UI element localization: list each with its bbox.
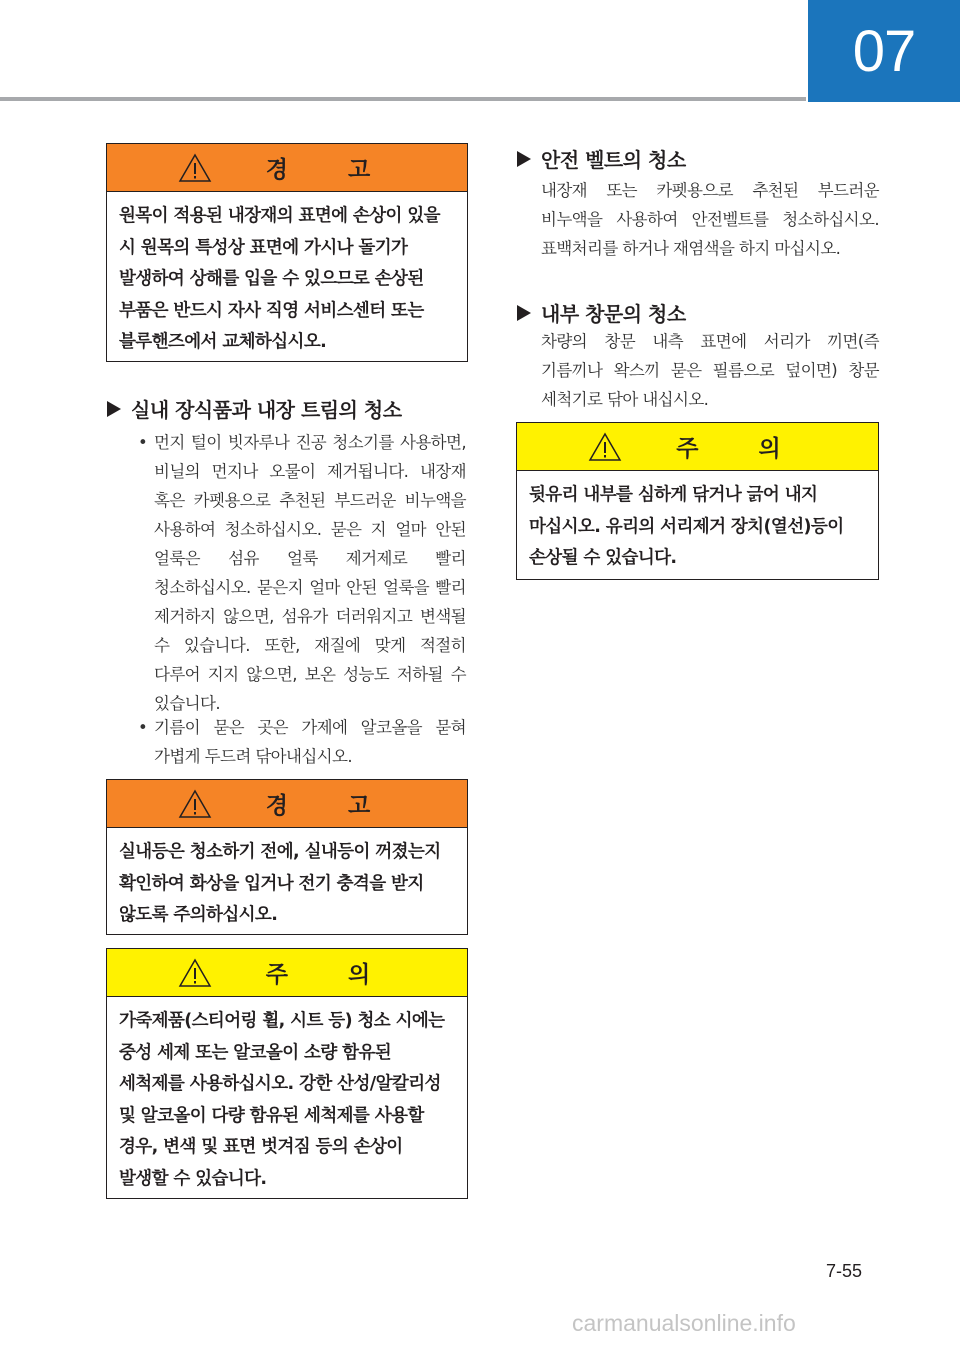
warning-header [107,144,467,192]
list-item [138,428,466,718]
warning-title: 경 고 [265,157,397,183]
triangle-bullet-icon [106,400,122,418]
bullet-dot: • [138,433,148,452]
warning-header [107,780,467,828]
caution-header [107,949,467,997]
warning-box-wood-trim [106,143,468,362]
warning-triangle-icon [178,153,212,183]
warning-title: 경 고 [265,793,397,819]
warning-box-room-lamp [106,779,468,935]
caution-triangle-icon [178,958,212,988]
section-text-inner-window: 차량의 창문 내측 표면에 서리가 끼면(즉 기름끼나 왁스끼 묻은 필름으로 덮이면) 창문 세척기로 닦아 내십시오. [541,332,879,409]
caution-box-leather [106,948,468,1199]
list-item-text: 기름이 묻은 곳은 가제에 알코올을 묻혀 가볍게 두드려 닦아내십시오. [154,718,466,766]
list-item-text: 먼지 털이 빗자루나 진공 청소기를 사용하면, 비닐의 먼지나 오물이 제거됩니다. 내장재 혹은 카펫용으로 추천된 부드러운 비누액을 사용하여 청소하십시오. 묻은 지 얼마 안된 얼룩은 섬유 얼룩 제거제로 빨리 청소하십시오. 묻은지 얼마 안된 얼룩을 빨리 제거하지 않으면, 섬유가 더러워지고 변색될 수 있습니다. 또한, 재질에 맞게 적절히 다루어 지지 않으면, 보온 성능도 저하될 수 있습니다. [154,433,466,713]
section-text-seat-belt: 내장재 또는 카펫용으로 추천된 부드러운 비누액을 사용하여 안전벨트를 청소하십시오. 표백처리를 하거나 재염색을 하지 마십시오. [541,181,879,258]
section-title-text: 실내 장식품과 내장 트림의 청소 [131,398,402,422]
header-rule [0,97,806,101]
warning-triangle-icon [178,789,212,819]
section-title-inner-window [516,298,686,327]
caution-box-rear-glass [516,422,879,580]
bullet-dot: • [138,718,148,737]
section-title-seat-belt [516,144,686,173]
caution-header [517,423,878,471]
caution-body: 뒷유리 내부를 심하게 닦거나 긁어 내지 마십시오. 유리의 서리제거 장치(열선)등이 손상될 수 있습니다. [529,485,844,568]
warning-body: 실내등은 청소하기 전에, 실내등이 꺼졌는지 확인하여 화상을 입거나 전기 충격을 받지 않도록 주의하십시오. [119,842,441,925]
caution-body: 가죽제품(스티어링 휠, 시트 등) 청소 시에는 중성 세제 또는 알코올이 소량 함유된 세척제를 사용하십시오. 강한 산성/알칼리성 및 알코올이 다량 함유된 세척제를 사용할 경우, 변색 및 표면 벗겨짐 등의 손상이 발생할 수 있습니다. [119,1011,445,1189]
caution-triangle-icon [588,432,622,462]
triangle-bullet-icon [516,304,532,322]
watermark: carmanualsonline.info [572,1310,796,1336]
caution-title: 주 의 [676,436,807,462]
warning-body: 원목이 적용된 내장재의 표면에 손상이 있을 시 원목의 특성상 표면에 가시나 돌기가 발생하여 상해를 입을 수 있으므로 손상된 부품은 반드시 자사 직영 서비스센터 또는 블루핸즈에서 교체하십시오. [119,206,440,352]
page-number: 7-55 [826,1261,863,1281]
triangle-bullet-icon [516,150,532,168]
section-title-text: 내부 창문의 청소 [541,302,686,326]
chapter-number: 07 [852,18,916,84]
section-title-interior-trim [106,394,402,423]
chapter-tab [808,0,960,102]
list-item [138,713,466,771]
caution-title: 주 의 [265,962,397,988]
section-title-text: 안전 벨트의 청소 [541,148,686,172]
